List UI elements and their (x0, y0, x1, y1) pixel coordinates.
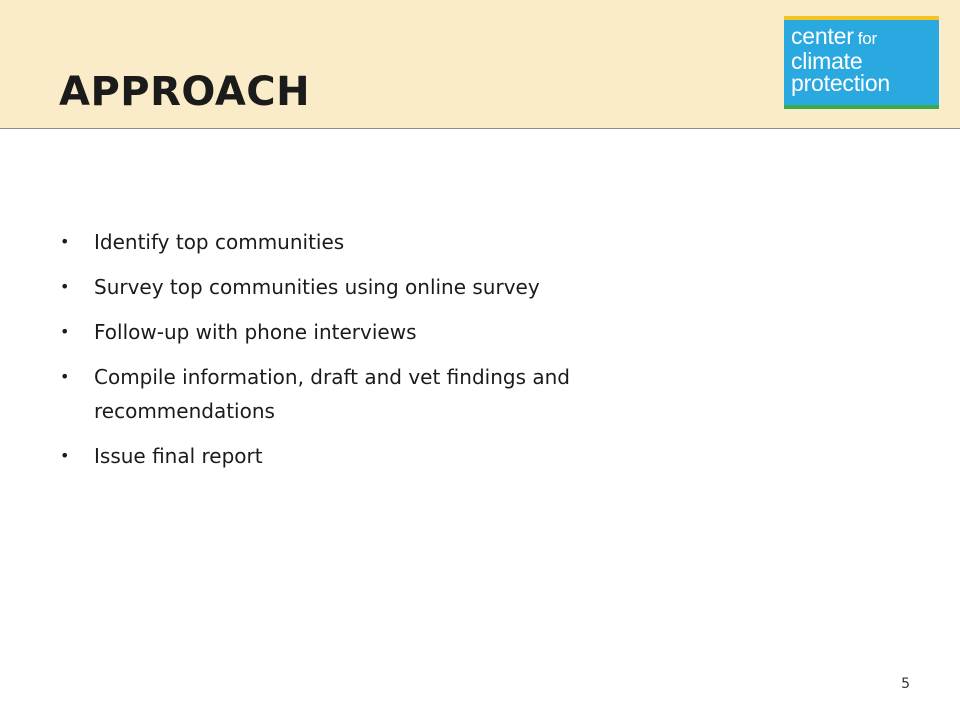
approach-bullet-list (60, 225, 680, 484)
logo-word-center: center (791, 23, 854, 49)
bullet-text: Identify top communities (94, 230, 345, 254)
logo-word-for: for (857, 29, 877, 48)
bullet-item (60, 270, 680, 304)
logo-line-1 (791, 25, 939, 50)
bullet-marker: • (60, 277, 70, 296)
bullet-marker: • (60, 367, 70, 386)
bullet-item (60, 439, 680, 473)
logo-line-2: climate (791, 48, 863, 74)
bullet-item (60, 315, 680, 349)
bullet-text: Follow-up with phone interviews (94, 320, 417, 344)
bullet-text: Issue final report (94, 444, 263, 468)
bullet-item (60, 225, 680, 259)
logo-line-3: protection (791, 70, 891, 96)
slide-title: APPROACH (59, 69, 311, 115)
bullet-text: Survey top communities using online survey (94, 275, 540, 299)
center-for-climate-protection-logo (784, 16, 939, 109)
bullet-marker: • (60, 322, 70, 341)
bullet-marker: • (60, 232, 70, 251)
page-number: 5 (901, 676, 910, 692)
bullet-item (60, 360, 680, 428)
bullet-marker: • (60, 446, 70, 465)
bullet-text: Compile information, draft and vet findings and recommendations (94, 365, 570, 423)
